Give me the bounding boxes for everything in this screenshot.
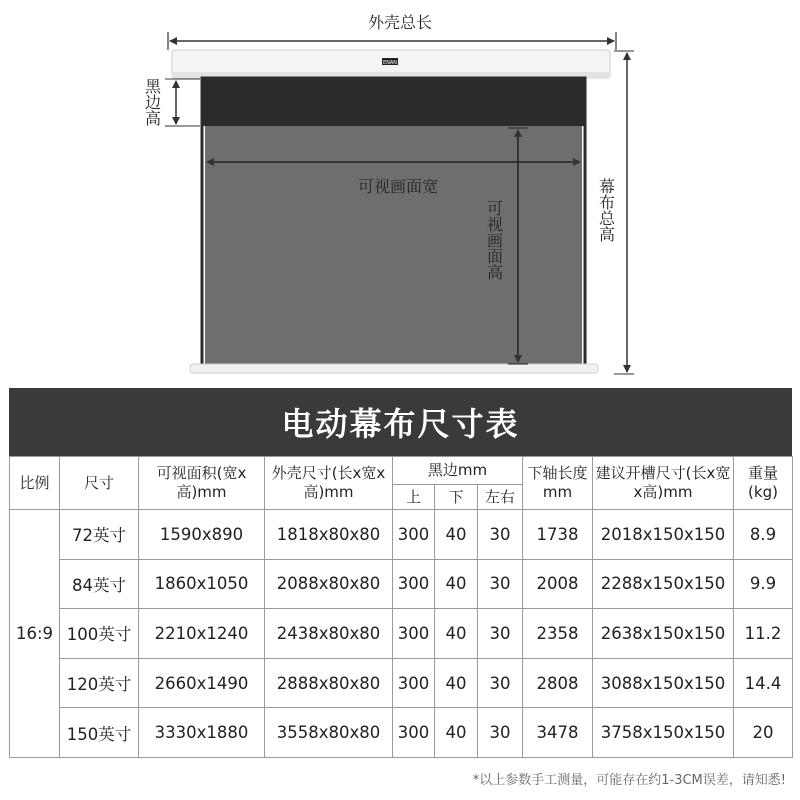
header-border-bottom: 下 xyxy=(435,485,478,510)
visible-width-label: 可视画面宽 xyxy=(357,177,439,196)
size-table xyxy=(9,456,793,758)
weight-cell: 8.9 xyxy=(734,510,793,560)
bottom-weight-bar xyxy=(190,364,598,373)
lower-axis-cell: 2808 xyxy=(523,658,593,708)
border-left-right-cell: 30 xyxy=(478,658,523,708)
shell-size-cell: 2888x80x80 xyxy=(265,658,393,708)
shell-size-cell: 3558x80x80 xyxy=(265,708,393,758)
border-left-right-cell: 30 xyxy=(478,609,523,659)
table-header-row xyxy=(10,457,793,485)
table-row xyxy=(10,559,793,609)
weight-cell: 9.9 xyxy=(734,559,793,609)
lower-axis-cell: 1738 xyxy=(523,510,593,560)
slot-size-cell: 3758x150x150 xyxy=(593,708,734,758)
brand-logo: ENAN xyxy=(382,60,398,66)
header-shell-size: 外壳尺寸(长x宽x高)mm xyxy=(265,457,393,510)
shell-length-label: 外壳总长 xyxy=(367,13,433,32)
slot-size-cell: 2288x150x150 xyxy=(593,559,734,609)
border-top-cell: 300 xyxy=(393,658,435,708)
border-bottom-cell: 40 xyxy=(435,708,478,758)
weight-cell: 14.4 xyxy=(734,658,793,708)
header-lower-axis: 下轴长度mm xyxy=(523,457,593,510)
table-row xyxy=(10,708,793,758)
border-top-cell: 300 xyxy=(393,510,435,560)
border-top-cell: 300 xyxy=(393,609,435,659)
black-border-height-label: 黑边高 xyxy=(142,78,162,126)
size-cell: 150英寸 xyxy=(60,708,139,758)
black-border-region xyxy=(202,78,585,126)
black-border-dimension xyxy=(165,79,200,126)
border-bottom-cell: 40 xyxy=(435,609,478,659)
ratio-cell: 16:9 xyxy=(10,510,60,758)
slot-size-cell: 3088x150x150 xyxy=(593,658,734,708)
size-cell: 72英寸 xyxy=(60,510,139,560)
border-left-right-cell: 30 xyxy=(478,510,523,560)
border-left-right-cell: 30 xyxy=(478,708,523,758)
header-border-top: 上 xyxy=(393,485,435,510)
shell-size-cell: 2438x80x80 xyxy=(265,609,393,659)
table-row xyxy=(10,609,793,659)
weight-cell: 20 xyxy=(734,708,793,758)
header-black-border: 黑边mm xyxy=(393,457,523,485)
slot-size-cell: 2638x150x150 xyxy=(593,609,734,659)
table-row xyxy=(10,658,793,708)
table-row xyxy=(10,510,793,560)
size-cell: 120英寸 xyxy=(60,658,139,708)
screen-dimension-diagram xyxy=(0,0,800,385)
header-size: 尺寸 xyxy=(60,457,139,510)
slot-size-cell: 2018x150x150 xyxy=(593,510,734,560)
visible-height-label: 可视画面高 xyxy=(484,200,504,280)
border-left-right-cell: 30 xyxy=(478,559,523,609)
lower-axis-cell: 2008 xyxy=(523,559,593,609)
border-bottom-cell: 40 xyxy=(435,658,478,708)
visible-area-cell: 1590x890 xyxy=(139,510,265,560)
header-ratio: 比例 xyxy=(10,457,60,510)
border-top-cell: 300 xyxy=(393,559,435,609)
weight-cell: 11.2 xyxy=(734,609,793,659)
shell-size-cell: 1818x80x80 xyxy=(265,510,393,560)
lower-axis-cell: 2358 xyxy=(523,609,593,659)
visible-area-cell: 2210x1240 xyxy=(139,609,265,659)
visible-area-cell: 1860x1050 xyxy=(139,559,265,609)
screen-casing xyxy=(172,50,610,78)
table-title: 电动幕布尺寸表 xyxy=(9,388,792,456)
header-slot-size: 建议开槽尺寸(长x宽x高)mm xyxy=(593,457,734,510)
header-visible-area: 可视面积(宽x高)mm xyxy=(139,457,265,510)
border-bottom-cell: 40 xyxy=(435,559,478,609)
header-weight: 重量(kg) xyxy=(734,457,793,510)
size-cell: 84英寸 xyxy=(60,559,139,609)
header-border-left-right: 左右 xyxy=(478,485,523,510)
size-cell: 100英寸 xyxy=(60,609,139,659)
visible-area-cell: 2660x1490 xyxy=(139,658,265,708)
total-height-dimension xyxy=(614,51,634,374)
border-bottom-cell: 40 xyxy=(435,510,478,560)
footnote: *以上参数手工测量，可能存在约1-3CM误差，请知悉! xyxy=(472,773,786,788)
border-top-cell: 300 xyxy=(393,708,435,758)
screen-total-height-label: 幕布总高 xyxy=(596,178,616,242)
shell-length-dimension xyxy=(168,32,616,50)
shell-size-cell: 2088x80x80 xyxy=(265,559,393,609)
visible-area-cell: 3330x1880 xyxy=(139,708,265,758)
lower-axis-cell: 3478 xyxy=(523,708,593,758)
